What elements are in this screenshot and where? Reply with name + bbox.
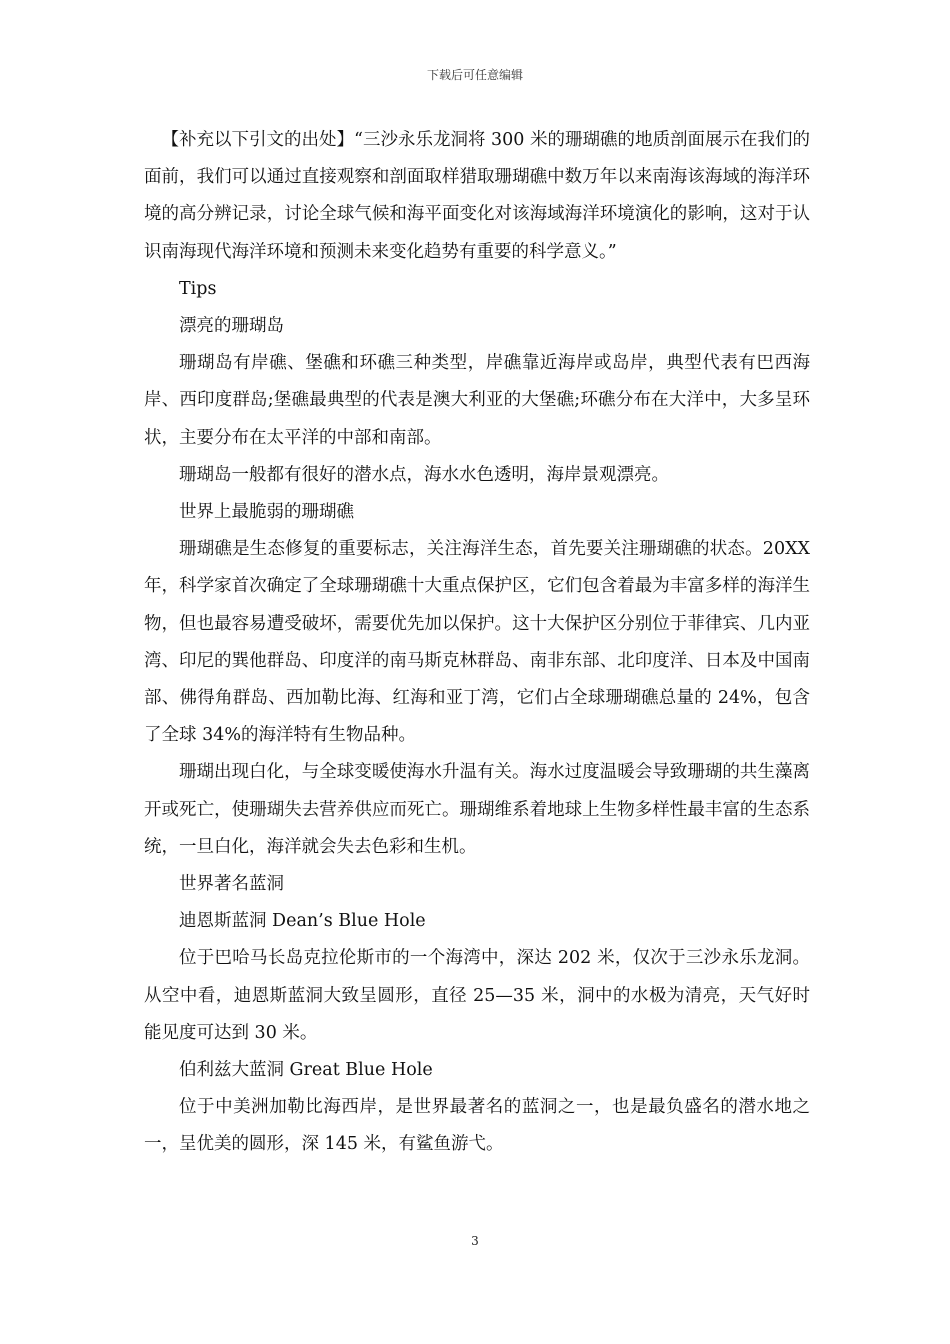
citation-paragraph: 【补充以下引文的出处】“三沙永乐龙洞将 300 米的珊瑚礁的地质剖面展示在我们的面前，我们可以通过直接观察和剖面取样猎取珊瑚礁中数万年以来南海该海域的海洋环境的高分辨记录，讨论全球气候和海平面变化对该海域海洋环境演化的影响，这对于认识南海现代海洋环境和预测未来变化趋势有重要的科学意义。” <box>144 130 810 262</box>
great-blue-hole-paragraph: 位于中美洲加勒比海西岸，是世界最著名的蓝洞之一，也是最负盛名的潜水地之一，呈优美的圆形，深 145 米，有鲨鱼游弋。 <box>144 1097 810 1155</box>
coral-island-types-paragraph: 珊瑚岛有岸礁、堡礁和环礁三种类型，岸礁靠近海岸或岛岸，典型代表有巴西海岸、西印度群岛;堡礁最典型的代表是澳大利亚的大堡礁;环礁分布在大洋中，大多呈环状，主要分布在太平洋的中部和南部。 <box>144 353 810 448</box>
document-body <box>144 122 810 1164</box>
section-heading-coral-island: 漂亮的珊瑚岛 <box>179 316 284 337</box>
section-heading-fragile-reefs: 世界上最脆弱的珊瑚礁 <box>179 502 354 523</box>
fragile-reefs-paragraph: 珊瑚礁是生态修复的重要标志，关注海洋生态，首先要关注珊瑚礁的状态。20XX 年，科学家首次确定了全球珊瑚礁十大重点保护区，它们包含着最为丰富多样的海洋生物，但也最容易遭受破坏，需要优先加以保护。这十大保护区分别位于菲律宾、几内亚湾、印尼的巽他群岛、印度洋的南马斯克林群岛、南非东部、北印度洋、日本及中国南部、佛得角群岛、西加勒比海、红海和亚丁湾，它们占全球珊瑚礁总量的 24%，包含了全球 34%的海洋特有生物品种。 <box>144 539 810 746</box>
section-heading-blue-holes: 世界著名蓝洞 <box>179 874 284 895</box>
page-number: 3 <box>471 1234 479 1248</box>
deans-blue-hole-paragraph: 位于巴哈马长岛克拉伦斯市的一个海湾中，深达 202 米，仅次于三沙永乐龙洞。从空中看，迪恩斯蓝洞大致呈圆形，直径 25—35 米，洞中的水极为清亮，天气好时能见度可达到 30 米。 <box>144 948 810 1043</box>
coral-bleaching-paragraph: 珊瑚出现白化，与全球变暖使海水升温有关。海水过度温暖会导致珊瑚的共生藻离开或死亡，使珊瑚失去营养供应而死亡。珊瑚维系着地球上生物多样性最丰富的生态系统，一旦白化，海洋就会失去色彩和生机。 <box>144 762 810 857</box>
tips-heading: Tips <box>179 278 217 299</box>
subheading-great-blue-hole: 伯利兹大蓝洞 Great Blue Hole <box>179 1060 433 1081</box>
subheading-deans-blue-hole: 迪恩斯蓝洞 Dean’s Blue Hole <box>179 911 426 932</box>
page-header: 下载后可任意编辑 <box>426 68 523 82</box>
coral-island-diving-paragraph: 珊瑚岛一般都有很好的潜水点，海水水色透明，海岸景观漂亮。 <box>179 464 669 485</box>
